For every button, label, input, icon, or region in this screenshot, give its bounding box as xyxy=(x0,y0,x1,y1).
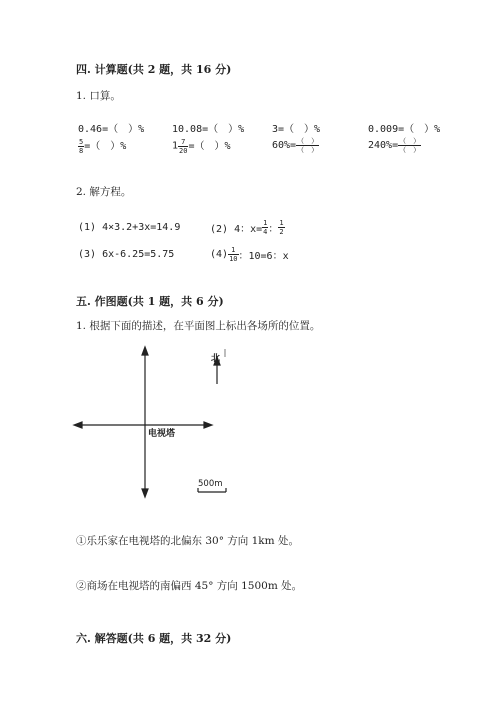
equation-1: (1) 4×3.2+3x=14.9 xyxy=(78,222,181,233)
fraction: $\frac{1}{10}$ xyxy=(229,246,238,263)
equation-4: (4) $\frac{1}{10}$ ：10=6：x xyxy=(210,246,289,263)
scale-label: 500m xyxy=(198,479,223,489)
fraction: $\frac{5}{8}$ xyxy=(79,137,84,155)
arrow-left xyxy=(74,422,82,428)
tv-tower-label: 电视塔 xyxy=(148,429,176,439)
equation-3: (3) 6x-6.25=5.75 xyxy=(78,249,175,260)
oral-item-3: 3=（ ）% xyxy=(272,124,321,135)
question1-label: 1. 口算。 xyxy=(76,90,121,102)
fraction: $\frac{1}{2}$ xyxy=(279,219,284,236)
north-label: 北 xyxy=(211,354,221,364)
oral-item-5: $\frac{5}{8}$ =（ ）% xyxy=(79,137,127,155)
arrow-up xyxy=(142,347,148,355)
question-map-label: 1. 根据下面的描述，在平面图上标出各场所的位置。 xyxy=(76,320,321,332)
arrow-down xyxy=(142,489,148,497)
coordinate-diagram xyxy=(70,345,240,500)
equation-2: (2) 4：x= $\frac{1}{4}$ ： $\frac{1}{2}$ xyxy=(210,219,284,236)
oral-item-6: 1 $\frac{7}{20}$ =（ ）% xyxy=(172,137,231,155)
oral-item-4: 0.009=（ ）% xyxy=(368,124,441,135)
description-2: ②商场在电视塔的南偏西 45° 方向 1500m 处。 xyxy=(76,580,303,592)
fraction: $\frac{( )}{( )}$ xyxy=(399,137,421,154)
question2-label: 2. 解方程。 xyxy=(76,186,132,198)
section4-title: 四. 计算题(共 2 题，共 16 分) xyxy=(76,63,232,76)
oral-item-8: 240%= $\frac{( )}{( )}$ xyxy=(368,137,421,154)
oral-item-2: 10.08=（ ）% xyxy=(172,124,245,135)
fraction: $\frac{1}{4}$ xyxy=(263,219,268,236)
section6-title: 六. 解答题(共 6 题，共 32 分) xyxy=(76,632,232,645)
oral-item-1: 0.46=（ ）% xyxy=(78,124,145,135)
fraction: $\frac{7}{20}$ xyxy=(179,137,188,155)
fraction: $\frac{( )}{( )}$ xyxy=(297,137,319,154)
arrow-right xyxy=(204,422,212,428)
section5-title: 五. 作图题(共 1 题，共 6 分) xyxy=(76,295,224,308)
description-1: ①乐乐家在电视塔的北偏东 30° 方向 1km 处。 xyxy=(76,535,299,547)
oral-item-7: 60%= $\frac{( )}{( )}$ xyxy=(272,137,319,154)
